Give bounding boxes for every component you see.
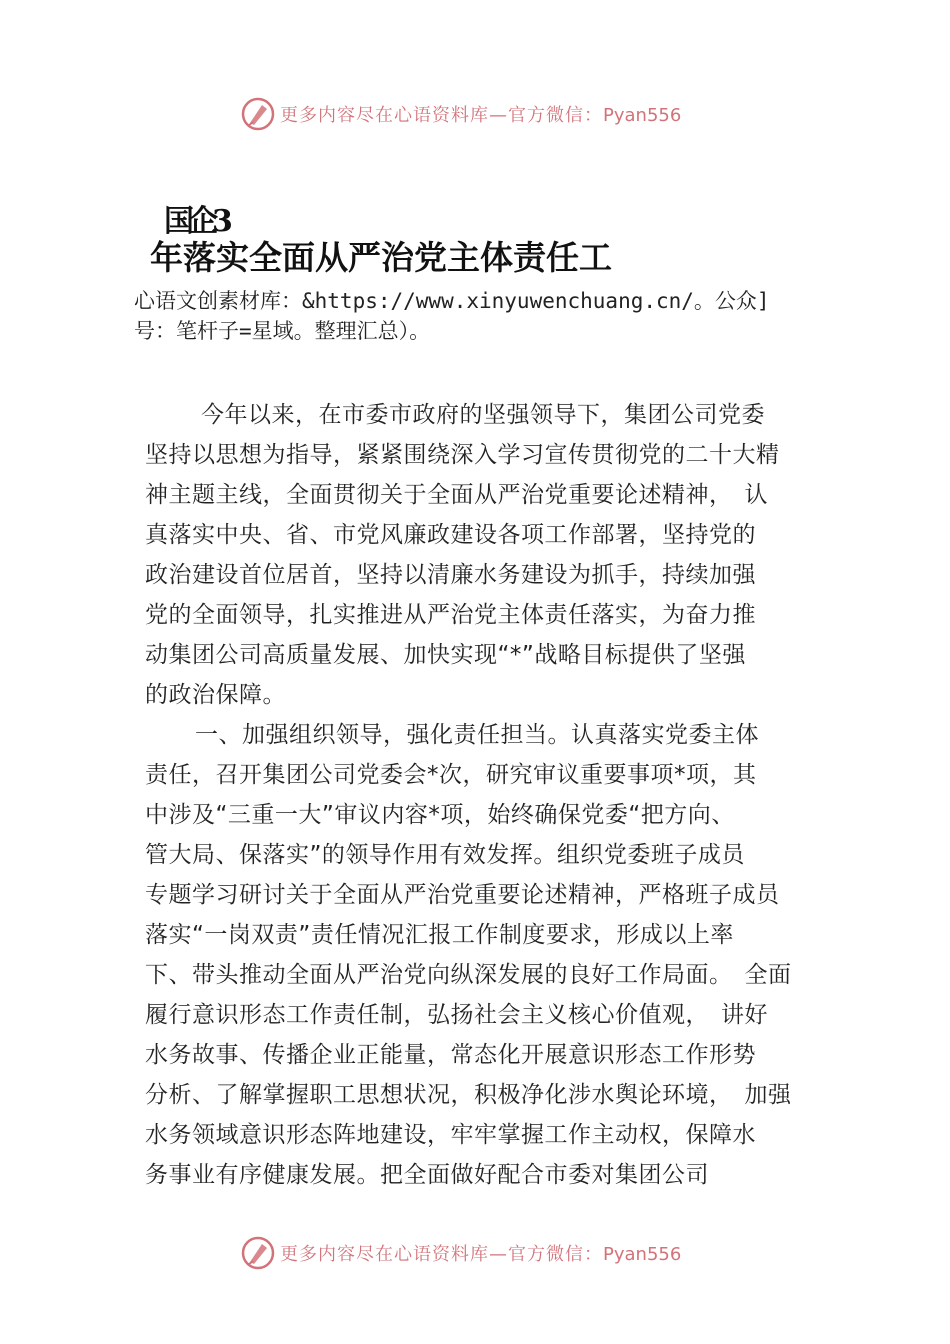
pen-nib-circle-icon: [240, 1235, 276, 1271]
paragraph-line: 政治建设首位居首，坚持以清廉水务建设为抓手，持续加强: [145, 562, 756, 588]
source-note-line: 心语文创素材库：&https://www.xinyuwenchuang.cn/。公众]: [134, 289, 770, 313]
paragraph-line: 中涉及“三重一大”审议内容*项，始终确保党委“把方向、: [145, 802, 735, 828]
document-title: 年落实全面从严治党主体责任工: [150, 238, 612, 277]
paragraph-line: 管大局、保落实”的领导作用有效发挥。组织党委班子成员: [145, 842, 745, 868]
paragraph-line: 真落实中央、省、市党风廉政建设各项工作部署，坚持党的: [145, 522, 756, 548]
source-note: [134, 286, 834, 346]
document-body: [145, 395, 821, 1195]
header-watermark-banner: [240, 94, 760, 134]
watermark-text: 更多内容尽在心语资料库—官方微信：Pyan556: [280, 105, 682, 126]
paragraph-line: 责任，召开集团公司党委会*次，研究审议重要事项*项，其: [145, 762, 757, 788]
paragraph-line: 下、带头推动全面从严治党向纵深发展的良好工作局面。 全面: [145, 962, 792, 988]
document-title-garbled-line: 国企3: [164, 204, 227, 239]
paragraph-line: 务事业有序健康发展。把全面做好配合市委对集团公司: [145, 1162, 709, 1188]
paragraph-line: 的政治保障。: [145, 682, 286, 708]
paragraph-line: 水务领域意识形态阵地建设，牢牢掌握工作主动权，保障水: [145, 1122, 756, 1148]
paragraph-line: 一、加强组织领导，强化责任担当。认真落实党委主体: [195, 722, 759, 748]
paragraph-line: 坚持以思想为指导，紧紧围绕深入学习宣传贯彻党的二十大精: [145, 442, 780, 468]
paragraph-line: 履行意识形态工作责任制，弘扬社会主义核心价值观， 讲好: [145, 1002, 768, 1028]
paragraph-line: 专题学习研讨关于全面从严治党重要论述精神，严格班子成员: [145, 882, 780, 908]
watermark-text: 更多内容尽在心语资料库—官方微信：Pyan556: [280, 1244, 682, 1265]
paragraph-line: 党的全面领导，扎实推进从严治党主体责任落实，为奋力推: [145, 602, 756, 628]
paragraph-line: 落实“一岗双责”责任情况汇报工作制度要求，形成以上率: [145, 922, 734, 948]
paragraph-line: 神主题主线，全面贯彻关于全面从严治党重要论述精神， 认: [145, 482, 768, 508]
paragraph-line: 动集团公司高质量发展、加快实现“*”战略目标提供了坚强: [145, 642, 746, 668]
pen-nib-circle-icon: [240, 96, 276, 132]
paragraph-line: 分析、了解掌握职工思想状况，积极净化涉水舆论环境， 加强: [145, 1082, 792, 1108]
paragraph-line: 今年以来，在市委市政府的坚强领导下，集团公司党委: [201, 402, 765, 428]
paragraph-line: 水务故事、传播企业正能量，常态化开展意识形态工作形势: [145, 1042, 756, 1068]
source-note-line: 号：笔杆子=星域。整理汇总）。: [134, 319, 431, 343]
footer-watermark-banner: [240, 1233, 760, 1273]
